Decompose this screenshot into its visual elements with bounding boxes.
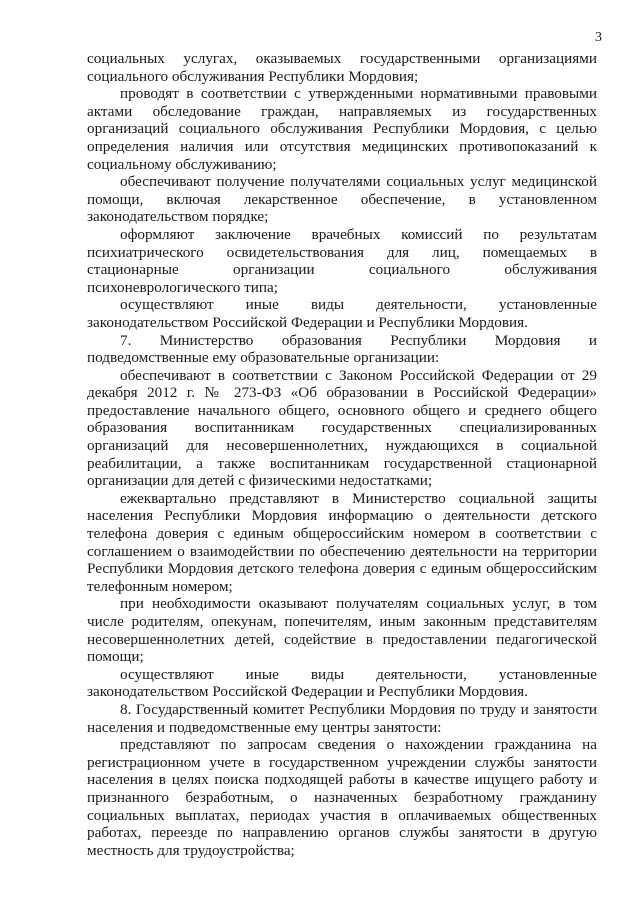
paragraph: проводят в соответствии с утвержденными нормативными правовыми актами обследование граждан, направляемых из государственных организаций социального обслуживания Республики Мордовия, с целью определения наличия или отсутствия медицинских противопоказаний к социальному обслуживанию; [87, 85, 597, 173]
section-heading-8: 8. Государственный комитет Республики Мордовия по труду и занятости населения и подведомственные ему центры занятости: [87, 700, 597, 736]
paragraph: представляют по запросам сведения о нахождении гражданина на регистрационном учете в государственном учреждении службы занятости населения в целях поиска подходящей работы в качестве ищущего работу и признанного безработным, о назначенных безработному гражданину социальных выплатах, периодах участия в оплачиваемых общественных работах, переезде по направлению органов службы занятости в другую местность для трудоустройства; [87, 736, 597, 859]
paragraph: осуществляют иные виды деятельности, установленные законодательством Российской Федерации и Республики Мордовия. [87, 665, 597, 701]
paragraph: обеспечивают получение получателями социальных услуг медицинской помощи, включая лекарственное обеспечение, в установленном законодательством порядке; [87, 173, 597, 226]
paragraph: оформляют заключение врачебных комиссий по результатам психиатрического освидетельствования для лиц, помещаемых в стационарные организации социального обслуживания психоневрологического типа; [87, 225, 597, 296]
paragraph: осуществляют иные виды деятельности, установленные законодательством Российской Федерации и Республики Мордовия. [87, 296, 597, 331]
document-body [87, 50, 597, 859]
paragraph: социальных услугах, оказываемых государственными организациями социального обслуживания Республики Мордовия; [87, 50, 597, 85]
paragraph: при необходимости оказывают получателям социальных услуг, в том числе родителям, опекунам, попечителям, иным законным представителям несовершеннолетних детей, содействие в предоставлении педагогической помощи; [87, 595, 597, 666]
section-heading-7: 7. Министерство образования Республики Мордовия и подведомственные ему образовательные организации: [87, 331, 597, 367]
paragraph: обеспечивают в соответствии с Законом Российской Федерации от 29 декабря 2012 г. № 273-ФЗ «Об образовании в Российской Федерации» предоставление начального общего, основного общего и среднего общего образования воспитанникам государственных специализированных организаций для несовершеннолетних, нуждающихся в социальной реабилитации, а также воспитанникам государственной стационарной организации для детей с физическими недостатками; [87, 366, 597, 490]
paragraph: ежеквартально представляют в Министерство социальной защиты населения Республики Мордовия информацию о деятельности детского телефона доверия с единым общероссийским номером в соответствии с соглашением о взаимодействии по обеспечению деятельности на территории Республики Мордовия детского телефона доверия с единым общероссийским телефонным номером; [87, 489, 597, 595]
page-number: 3 [595, 30, 602, 45]
